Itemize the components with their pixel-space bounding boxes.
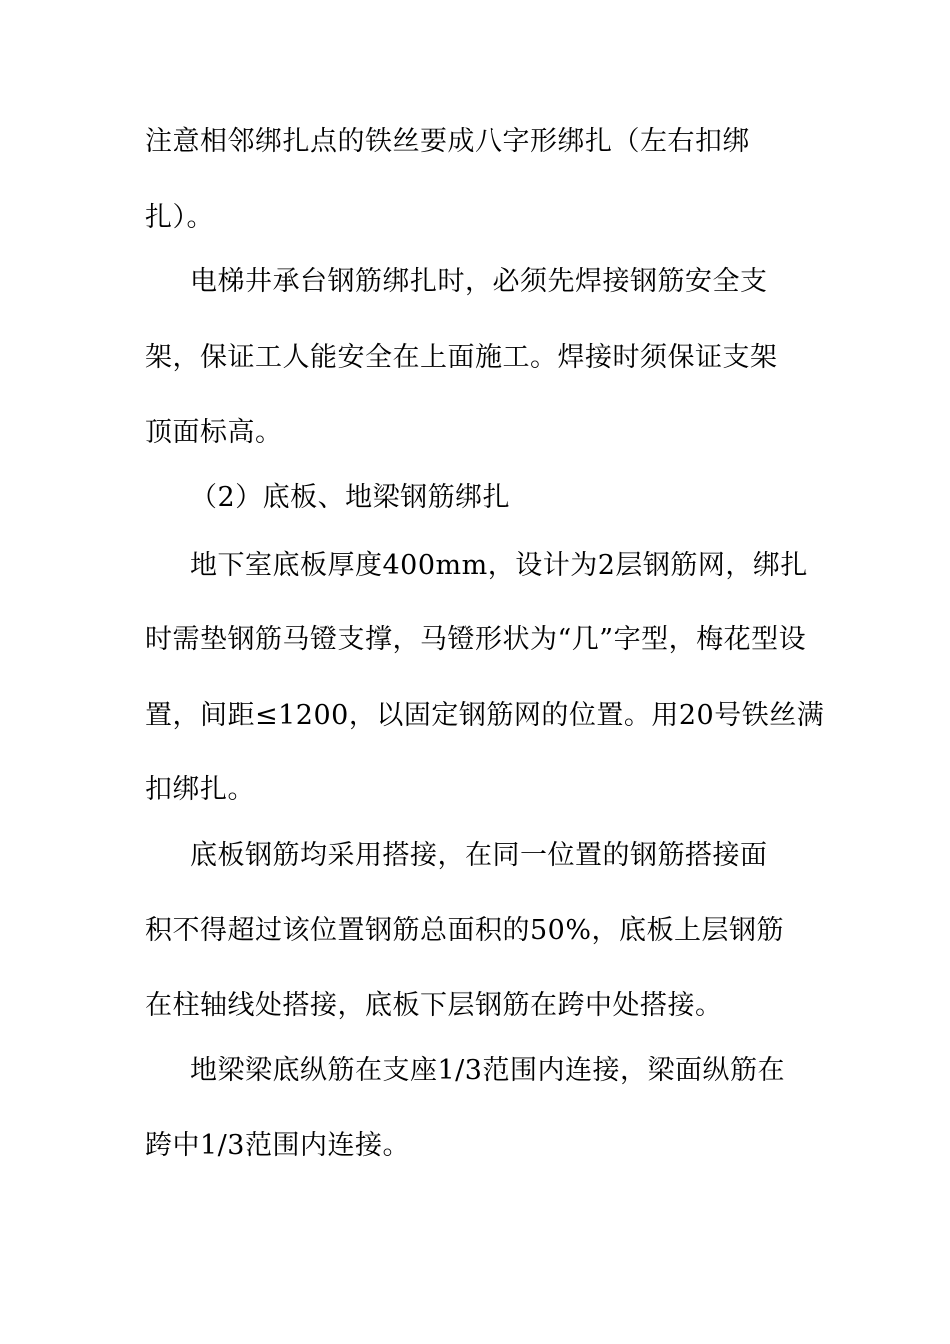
paragraph-5-line-2: 跨中1/3范围内连接。: [145, 1130, 410, 1161]
paragraph-3-line-4: 扣绑扎。: [145, 774, 255, 805]
paragraph-3-line-2: 时需垫钢筋马镫支撑，马镫形状为“几”字型，梅花型设: [145, 624, 807, 655]
paragraph-2-line-2: 架，保证工人能安全在上面施工。焊接时须保证支架: [145, 342, 778, 373]
section-heading: （2）底板、地梁钢筋绑扎: [190, 482, 511, 513]
paragraph-2-line-1: 电梯井承台钢筋绑扎时，必须先焊接钢筋安全支: [190, 266, 768, 297]
paragraph-1-line-2: 扎）。: [145, 202, 214, 233]
paragraph-1-line-1: 注意相邻绑扎点的铁丝要成八字形绑扎（左右扣绑: [145, 126, 750, 157]
paragraph-2-line-3: 顶面标高。: [145, 417, 283, 448]
paragraph-4-line-2: 积不得超过该位置钢筋总面积的50%，底板上层钢筋: [145, 915, 785, 946]
paragraph-3-line-3: 置，间距≤1200，以固定钢筋网的位置。用20号铁丝满: [145, 700, 825, 731]
paragraph-4-line-1: 底板钢筋均采用搭接，在同一位置的钢筋搭接面: [190, 840, 768, 871]
paragraph-5-line-1: 地梁梁底纵筋在支座1/3范围内连接，梁面纵筋在: [190, 1055, 785, 1086]
paragraph-4-line-3: 在柱轴线处搭接，底板下层钢筋在跨中处搭接。: [145, 990, 723, 1021]
paragraph-3-line-1: 地下室底板厚度400mm，设计为2层钢筋网，绑扎: [190, 550, 808, 581]
